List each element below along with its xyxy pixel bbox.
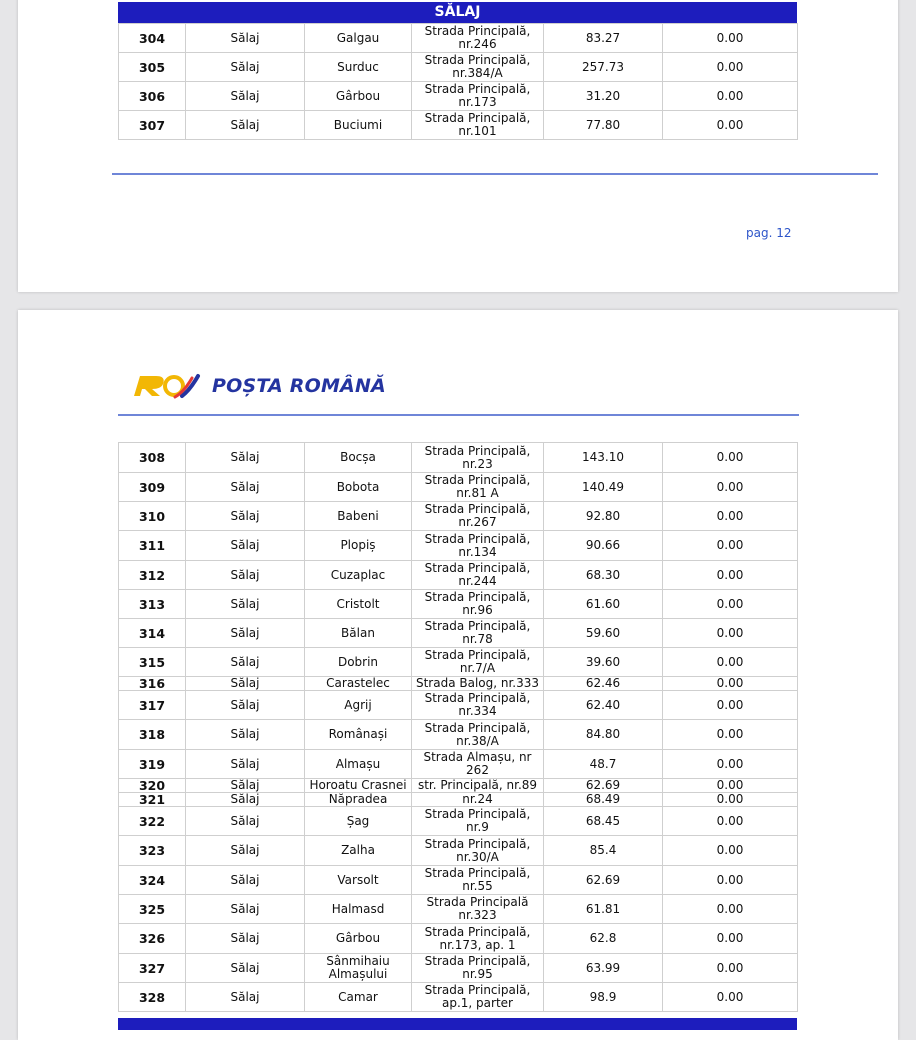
cell-address: Strada Principală, nr.246 bbox=[412, 24, 544, 53]
cell-id: 306 bbox=[119, 82, 186, 111]
cell-county: Sălaj bbox=[186, 720, 305, 750]
cell-locality: Galgau bbox=[305, 24, 412, 53]
cell-county: Sălaj bbox=[186, 836, 305, 866]
cell-address: Strada Principală, nr.9 bbox=[412, 807, 544, 836]
table-row bbox=[119, 53, 798, 82]
cell-other: 0.00 bbox=[663, 793, 798, 807]
cell-amount: 84.80 bbox=[544, 720, 663, 750]
cell-county: Sălaj bbox=[186, 531, 305, 561]
cell-locality: Bobota bbox=[305, 473, 412, 502]
cell-address: Strada Balog, nr.333 bbox=[412, 677, 544, 691]
cell-county: Sălaj bbox=[186, 954, 305, 983]
table-row bbox=[119, 691, 798, 720]
cell-id: 305 bbox=[119, 53, 186, 82]
cell-county: Sălaj bbox=[186, 619, 305, 648]
cell-locality: Bălan bbox=[305, 619, 412, 648]
table-row bbox=[119, 779, 798, 793]
table-row bbox=[119, 750, 798, 779]
cell-locality: Șag bbox=[305, 807, 412, 836]
cell-id: 326 bbox=[119, 924, 186, 954]
cell-other: 0.00 bbox=[663, 82, 798, 111]
table-row bbox=[119, 82, 798, 111]
cell-county: Sălaj bbox=[186, 677, 305, 691]
cell-address: Strada Almașu, nr 262 bbox=[412, 750, 544, 779]
cell-amount: 140.49 bbox=[544, 473, 663, 502]
cell-other: 0.00 bbox=[663, 954, 798, 983]
cell-locality: Buciumi bbox=[305, 111, 412, 140]
cell-id: 322 bbox=[119, 807, 186, 836]
cell-other: 0.00 bbox=[663, 895, 798, 924]
cell-id: 323 bbox=[119, 836, 186, 866]
cell-county: Sălaj bbox=[186, 779, 305, 793]
document-page-13 bbox=[18, 310, 898, 1040]
cell-amount: 39.60 bbox=[544, 648, 663, 677]
cell-locality: Agrij bbox=[305, 691, 412, 720]
cell-amount: 61.81 bbox=[544, 895, 663, 924]
cell-address: Strada Principală, nr.81 A bbox=[412, 473, 544, 502]
cell-amount: 85.4 bbox=[544, 836, 663, 866]
cell-id: 313 bbox=[119, 590, 186, 619]
cell-amount: 62.40 bbox=[544, 691, 663, 720]
cell-address: Strada Principală, nr.334 bbox=[412, 691, 544, 720]
cell-other: 0.00 bbox=[663, 983, 798, 1012]
cell-id: 321 bbox=[119, 793, 186, 807]
table-row bbox=[119, 648, 798, 677]
table-row bbox=[119, 720, 798, 750]
cell-amount: 68.30 bbox=[544, 561, 663, 590]
table-row bbox=[119, 677, 798, 691]
table-row bbox=[119, 561, 798, 590]
table-row bbox=[119, 836, 798, 866]
cell-amount: 143.10 bbox=[544, 443, 663, 473]
header-divider bbox=[118, 414, 799, 416]
cell-locality: Halmasd bbox=[305, 895, 412, 924]
cell-address: Strada Principală, nr.78 bbox=[412, 619, 544, 648]
cell-address: Strada Principală, nr.384/A bbox=[412, 53, 544, 82]
cell-address: Strada Principală, nr.267 bbox=[412, 502, 544, 531]
cell-id: 327 bbox=[119, 954, 186, 983]
cell-locality: Cristolt bbox=[305, 590, 412, 619]
cell-other: 0.00 bbox=[663, 531, 798, 561]
cell-amount: 63.99 bbox=[544, 954, 663, 983]
cell-amount: 77.80 bbox=[544, 111, 663, 140]
region-header-salaj: SĂLAJ bbox=[118, 2, 797, 23]
cell-county: Sălaj bbox=[186, 473, 305, 502]
cell-address: Strada Principală, nr.244 bbox=[412, 561, 544, 590]
cell-locality: Babeni bbox=[305, 502, 412, 531]
cell-address: Strada Principală, ap.1, parter bbox=[412, 983, 544, 1012]
cell-id: 309 bbox=[119, 473, 186, 502]
cell-county: Sălaj bbox=[186, 983, 305, 1012]
cell-address: Strada Principală, nr.101 bbox=[412, 111, 544, 140]
cell-county: Sălaj bbox=[186, 895, 305, 924]
cell-county: Sălaj bbox=[186, 24, 305, 53]
cell-other: 0.00 bbox=[663, 648, 798, 677]
cell-id: 307 bbox=[119, 111, 186, 140]
cell-locality: Bocșa bbox=[305, 443, 412, 473]
cell-address: Strada Principală, nr.173, ap. 1 bbox=[412, 924, 544, 954]
cell-county: Sălaj bbox=[186, 502, 305, 531]
posta-romana-emblem-icon bbox=[130, 372, 202, 400]
next-region-header-bar bbox=[118, 1018, 797, 1030]
cell-amount: 90.66 bbox=[544, 531, 663, 561]
cell-amount: 59.60 bbox=[544, 619, 663, 648]
table-row bbox=[119, 619, 798, 648]
cell-address: Strada Principală, nr.23 bbox=[412, 443, 544, 473]
cell-id: 315 bbox=[119, 648, 186, 677]
cell-amount: 92.80 bbox=[544, 502, 663, 531]
cell-other: 0.00 bbox=[663, 677, 798, 691]
cell-other: 0.00 bbox=[663, 779, 798, 793]
table-row bbox=[119, 443, 798, 473]
post-office-table-page-12 bbox=[118, 23, 798, 140]
document-page-12 bbox=[18, 0, 898, 292]
cell-id: 308 bbox=[119, 443, 186, 473]
cell-id: 311 bbox=[119, 531, 186, 561]
cell-county: Sălaj bbox=[186, 648, 305, 677]
cell-id: 317 bbox=[119, 691, 186, 720]
cell-other: 0.00 bbox=[663, 807, 798, 836]
cell-locality: Camar bbox=[305, 983, 412, 1012]
table-row bbox=[119, 590, 798, 619]
cell-locality: Carastelec bbox=[305, 677, 412, 691]
table-row bbox=[119, 924, 798, 954]
cell-id: 310 bbox=[119, 502, 186, 531]
cell-county: Sălaj bbox=[186, 750, 305, 779]
cell-address: Strada Principală nr.323 bbox=[412, 895, 544, 924]
table-row bbox=[119, 24, 798, 53]
cell-address: Strada Principală, nr.134 bbox=[412, 531, 544, 561]
table-row bbox=[119, 954, 798, 983]
cell-address: nr.24 bbox=[412, 793, 544, 807]
cell-amount: 68.45 bbox=[544, 807, 663, 836]
cell-address: Strada Principală, nr.96 bbox=[412, 590, 544, 619]
cell-other: 0.00 bbox=[663, 561, 798, 590]
cell-other: 0.00 bbox=[663, 590, 798, 619]
cell-locality: Zalha bbox=[305, 836, 412, 866]
cell-county: Sălaj bbox=[186, 924, 305, 954]
table-row bbox=[119, 502, 798, 531]
cell-other: 0.00 bbox=[663, 53, 798, 82]
cell-address: Strada Principală, nr.7/A bbox=[412, 648, 544, 677]
table-row bbox=[119, 531, 798, 561]
cell-amount: 62.69 bbox=[544, 779, 663, 793]
cell-county: Sălaj bbox=[186, 793, 305, 807]
cell-locality: Gârbou bbox=[305, 82, 412, 111]
cell-id: 324 bbox=[119, 866, 186, 895]
cell-id: 316 bbox=[119, 677, 186, 691]
table-row bbox=[119, 473, 798, 502]
cell-county: Sălaj bbox=[186, 807, 305, 836]
cell-other: 0.00 bbox=[663, 619, 798, 648]
cell-other: 0.00 bbox=[663, 111, 798, 140]
cell-other: 0.00 bbox=[663, 836, 798, 866]
table-row bbox=[119, 111, 798, 140]
cell-address: Strada Principală, nr.30/A bbox=[412, 836, 544, 866]
post-office-table-page-13 bbox=[118, 442, 798, 1012]
table-row bbox=[119, 866, 798, 895]
cell-amount: 98.9 bbox=[544, 983, 663, 1012]
cell-id: 304 bbox=[119, 24, 186, 53]
cell-other: 0.00 bbox=[663, 502, 798, 531]
cell-county: Sălaj bbox=[186, 53, 305, 82]
cell-other: 0.00 bbox=[663, 691, 798, 720]
cell-id: 318 bbox=[119, 720, 186, 750]
cell-amount: 62.46 bbox=[544, 677, 663, 691]
posta-romana-logo bbox=[130, 372, 386, 400]
table-row bbox=[119, 793, 798, 807]
cell-id: 325 bbox=[119, 895, 186, 924]
cell-id: 320 bbox=[119, 779, 186, 793]
cell-other: 0.00 bbox=[663, 720, 798, 750]
table-row bbox=[119, 895, 798, 924]
cell-locality: Almașu bbox=[305, 750, 412, 779]
cell-address: Strada Principală, nr.38/A bbox=[412, 720, 544, 750]
cell-locality: Năpradea bbox=[305, 793, 412, 807]
cell-county: Sălaj bbox=[186, 590, 305, 619]
cell-amount: 31.20 bbox=[544, 82, 663, 111]
cell-county: Sălaj bbox=[186, 82, 305, 111]
cell-other: 0.00 bbox=[663, 866, 798, 895]
cell-locality: Gârbou bbox=[305, 924, 412, 954]
cell-county: Sălaj bbox=[186, 111, 305, 140]
cell-address: Strada Principală, nr.55 bbox=[412, 866, 544, 895]
cell-id: 328 bbox=[119, 983, 186, 1012]
cell-amount: 62.69 bbox=[544, 866, 663, 895]
cell-locality: Sânmihaiu Almașului bbox=[305, 954, 412, 983]
cell-other: 0.00 bbox=[663, 443, 798, 473]
cell-id: 314 bbox=[119, 619, 186, 648]
cell-address: str. Principală, nr.89 bbox=[412, 779, 544, 793]
cell-amount: 257.73 bbox=[544, 53, 663, 82]
cell-amount: 48.7 bbox=[544, 750, 663, 779]
posta-romana-wordmark: POȘTA ROMÂNĂ bbox=[212, 375, 386, 397]
cell-address: Strada Principală, nr.173 bbox=[412, 82, 544, 111]
cell-amount: 61.60 bbox=[544, 590, 663, 619]
table-row bbox=[119, 807, 798, 836]
cell-locality: Plopiș bbox=[305, 531, 412, 561]
cell-locality: Dobrin bbox=[305, 648, 412, 677]
cell-id: 319 bbox=[119, 750, 186, 779]
cell-locality: Românași bbox=[305, 720, 412, 750]
cell-county: Sălaj bbox=[186, 691, 305, 720]
cell-county: Sălaj bbox=[186, 561, 305, 590]
cell-locality: Varsolt bbox=[305, 866, 412, 895]
cell-amount: 83.27 bbox=[544, 24, 663, 53]
cell-locality: Horoatu Crasnei bbox=[305, 779, 412, 793]
cell-county: Sălaj bbox=[186, 443, 305, 473]
page-footer-divider bbox=[112, 173, 878, 175]
cell-id: 312 bbox=[119, 561, 186, 590]
cell-county: Sălaj bbox=[186, 866, 305, 895]
cell-address: Strada Principală, nr.95 bbox=[412, 954, 544, 983]
table-row bbox=[119, 983, 798, 1012]
cell-amount: 62.8 bbox=[544, 924, 663, 954]
cell-amount: 68.49 bbox=[544, 793, 663, 807]
cell-other: 0.00 bbox=[663, 473, 798, 502]
cell-locality: Cuzaplac bbox=[305, 561, 412, 590]
cell-other: 0.00 bbox=[663, 24, 798, 53]
cell-other: 0.00 bbox=[663, 924, 798, 954]
cell-other: 0.00 bbox=[663, 750, 798, 779]
cell-locality: Surduc bbox=[305, 53, 412, 82]
page-number: pag. 12 bbox=[746, 226, 792, 240]
